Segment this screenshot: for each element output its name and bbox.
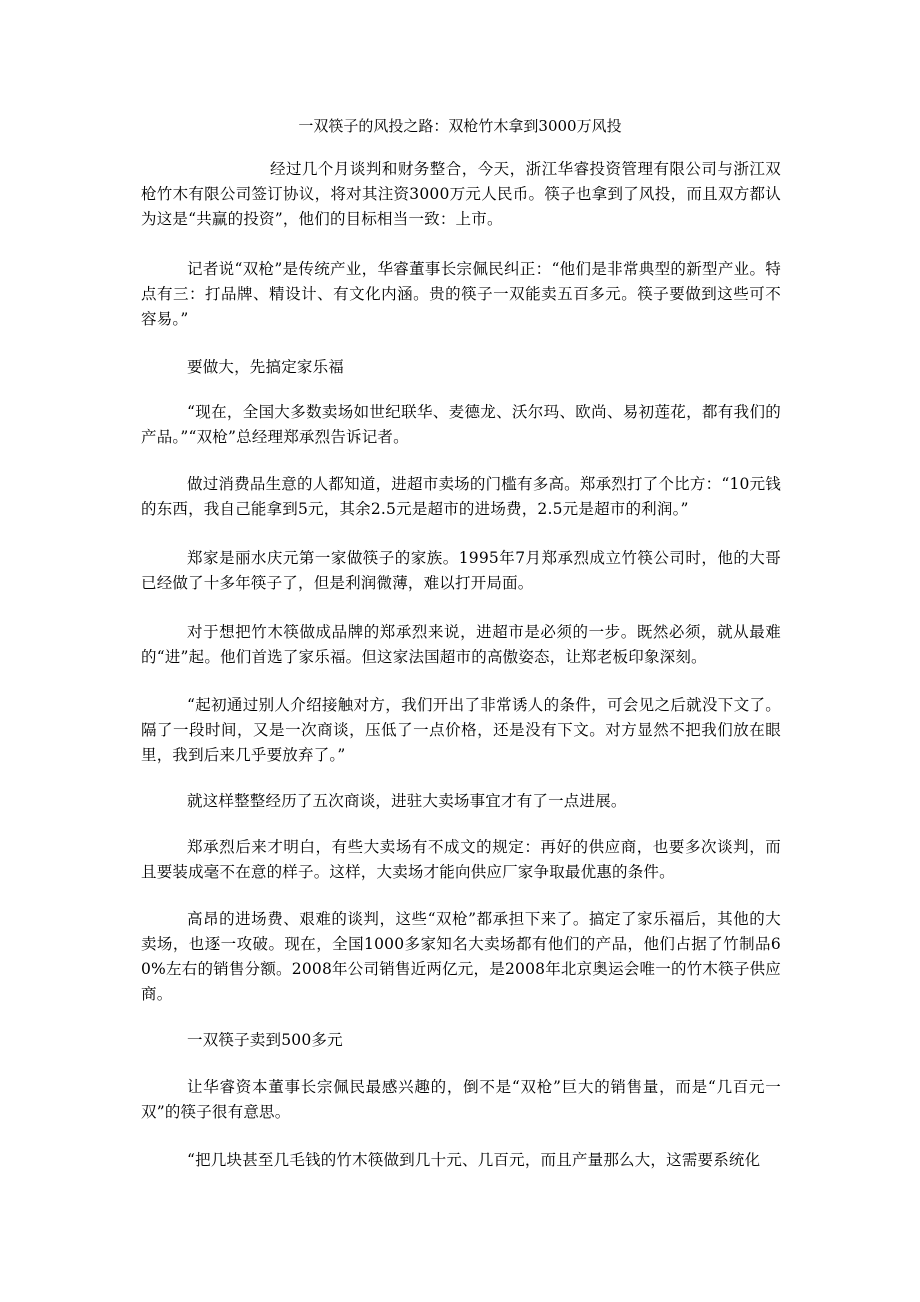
paragraph: 高昂的进场费、艰难的谈判，这些“双枪”都承担下来了。搞定了家乐福后，其他的大卖场，也逐一攻破。现在，全国1000多家知名大卖场都有他们的产品，他们占据了竹制品60%左右的销售分额。2008年公司销售近两亿元，是2008年北京奥运会唯一的竹木筷子供应商。 [141, 910, 781, 1003]
paragraph: 郑承烈后来才明白，有些大卖场有不成文的规定：再好的供应商，也要多次谈判，而且要装成毫不在意的样子。这样，大卖场才能向供应厂家争取最优惠的条件。 [141, 838, 781, 881]
paragraph: “起初通过别人介绍接触对方，我们开出了非常诱人的条件，可会见之后就没下文了。隔了一段时间，又是一次商谈，压低了一点价格，还是没有下文。对方显然不把我们放在眼里，我到后来几乎要放弃了。” [141, 696, 781, 764]
document-title: 一双筷子的风投之路：双枪竹木拿到3000万风投 [298, 117, 622, 135]
paragraph: 郑家是丽水庆元第一家做筷子的家族。1995年7月郑承烈成立竹筷公司时，他的大哥已经做了十多年筷子了，但是利润微薄，难以打开局面。 [141, 549, 781, 592]
paragraph: “现在，全国大多数卖场如世纪联华、麦德龙、沃尔玛、欧尚、易初莲花，都有我们的产品。”“双枪”总经理郑承烈告诉记者。 [141, 403, 781, 446]
paragraph: 记者说“双枪”是传统产业，华睿董事长宗佩民纠正：“他们是非常典型的新型产业。特点有三：打品牌、精设计、有文化内涵。贵的筷子一双能卖五百多元。筷子要做到这些可不容易。” [141, 260, 781, 328]
paragraph: 让华睿资本董事长宗佩民最感兴趣的，倒不是“双枪”巨大的销售量，而是“几百元一双”的筷子很有意思。 [141, 1078, 781, 1121]
paragraph: 做过消费品生意的人都知道，进超市卖场的门槛有多高。郑承烈打了个比方：“10元钱的东西，我自己能拿到5元，其余2.5元是超市的进场费，2.5元是超市的利润。” [141, 475, 781, 518]
paragraph-intro: 经过几个月谈判和财务整合，今天，浙江华睿投资管理有限公司与浙江双枪竹木有限公司签订协议，将对其注资3000万元人民币。筷子也拿到了风投，而且双方都认为这是“共赢的投资”，他们的目标相当一致：上市。 [141, 160, 781, 228]
paragraph: 就这样整整经历了五次商谈，进驻大卖场事宜才有了一点进展。 [187, 792, 627, 810]
section-heading: 要做大，先搞定家乐福 [187, 358, 345, 376]
section-heading: 一双筷子卖到500多元 [187, 1031, 343, 1049]
paragraph: 对于想把竹木筷做成品牌的郑承烈来说，进超市是必须的一步。既然必须，就从最难的“进”起。他们首选了家乐福。但这家法国超市的高傲姿态，让郑老板印象深刻。 [141, 623, 781, 666]
paragraph: “把几块甚至几毛钱的竹木筷做到几十元、几百元，而且产量那么大，这需要系统化 [187, 1151, 761, 1169]
